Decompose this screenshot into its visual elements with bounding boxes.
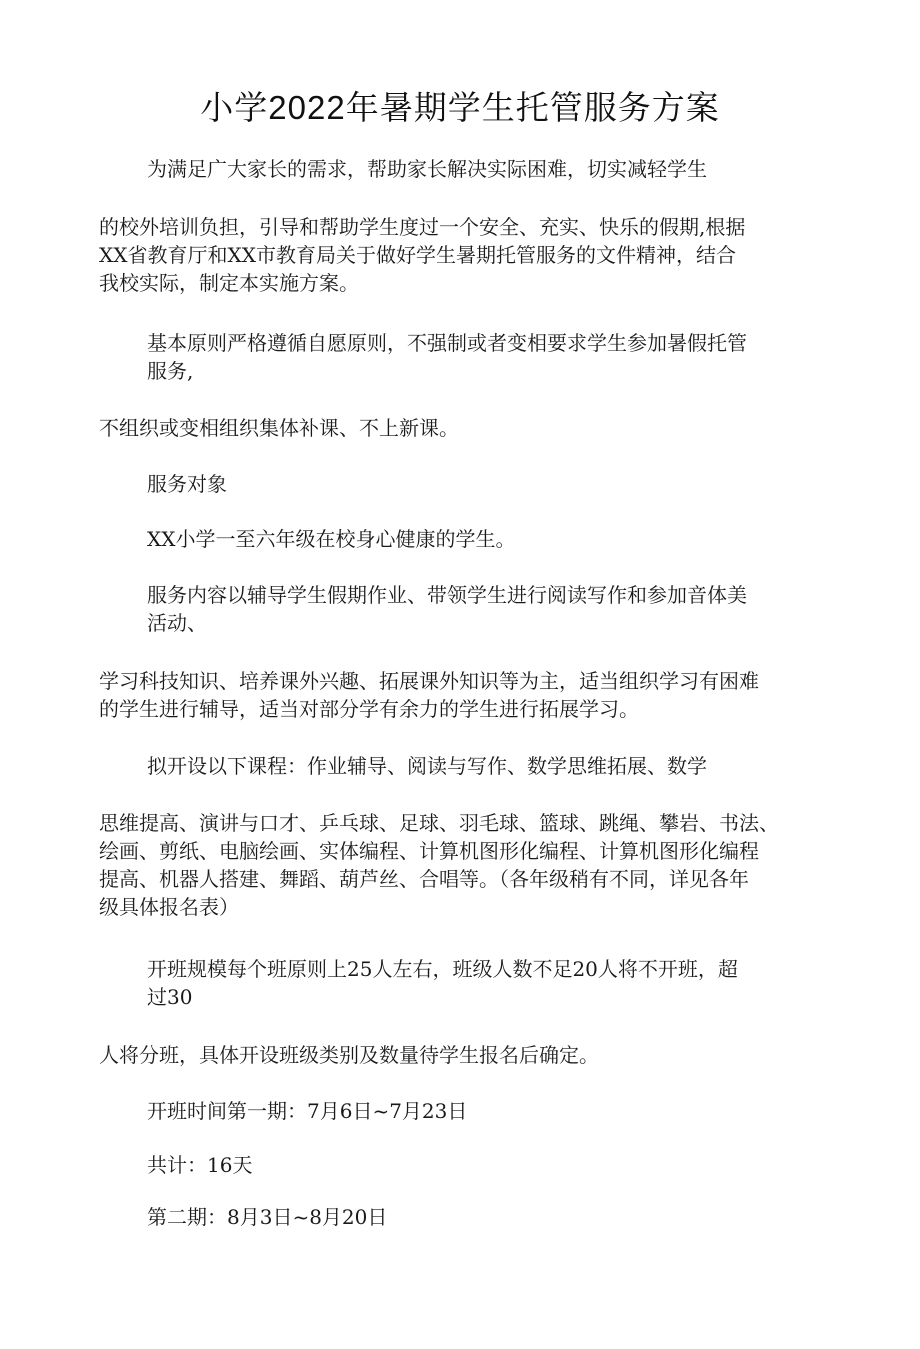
target-text: XX小学一至六年级在校身心健康的学生。: [147, 527, 516, 551]
principle-line: 基本原则严格遵循自愿原则，不强制或者变相要求学生参加暑假托管: [147, 331, 747, 355]
intro-line: XX省教育厅和XX市教育局关于做好学生暑期托管服务的文件精神，结合: [99, 243, 736, 267]
principle-paragraph: [147, 329, 747, 385]
schedule-period-2: 第二期：8月3日~8月20日: [147, 1205, 388, 1229]
courses-line: 思维提高、演讲与口才、乒乓球、足球、羽毛球、篮球、跳绳、攀岩、书法、: [99, 811, 779, 835]
scale-continuation: 人将分班，具体开设班级类别及数量待学生报名后确定。: [99, 1043, 599, 1067]
scale-line: 过30: [147, 985, 193, 1009]
courses-line: 提高、机器人搭建、舞蹈、葫芦丝、合唱等。（各年级稍有不同，详见各年: [99, 867, 749, 891]
target-heading: 服务对象: [147, 472, 227, 496]
content-line: 服务内容以辅导学生假期作业、带领学生进行阅读写作和参加音体美: [147, 583, 747, 607]
courses-line: 绘画、剪纸、电脑绘画、实体编程、计算机图形化编程、计算机图形化编程: [99, 839, 759, 863]
intro-line: 的校外培训负担，引导和帮助学生度过一个安全、充实、快乐的假期,根据: [99, 215, 746, 239]
content-cont-line: 的学生进行辅导，适当对部分学有余力的学生进行拓展学习。: [99, 697, 639, 721]
content-line: 活动、: [147, 611, 207, 635]
document-title: 小学2022年暑期学生托管服务方案: [200, 89, 720, 126]
schedule-period-1: 开班时间第一期：7月6日~7月23日: [147, 1099, 468, 1123]
courses-line: 级具体报名表）: [99, 895, 239, 919]
content-cont-line: 学习科技知识、培养课外兴趣、拓展课外知识等为主，适当组织学习有困难: [99, 669, 759, 693]
content-paragraph: [147, 581, 747, 637]
content-continuation: [99, 667, 759, 723]
principle-continuation: 不组织或变相组织集体补课、不上新课。: [99, 416, 459, 440]
courses-first-line: 拟开设以下课程：作业辅导、阅读与写作、数学思维拓展、数学: [147, 754, 707, 778]
intro-line: 我校实际，制定本实施方案。: [99, 271, 359, 295]
scale-paragraph: [147, 955, 738, 1011]
courses-list: [99, 809, 779, 921]
intro-first-line: 为满足广大家长的需求，帮助家长解决实际困难，切实减轻学生: [147, 157, 707, 181]
scale-line: 开班规模每个班原则上25人左右，班级人数不足20人将不开班，超: [147, 957, 738, 981]
schedule-total: 共计：16天: [147, 1153, 253, 1177]
intro-paragraph: [99, 213, 745, 297]
principle-line: 服务,: [147, 359, 194, 383]
